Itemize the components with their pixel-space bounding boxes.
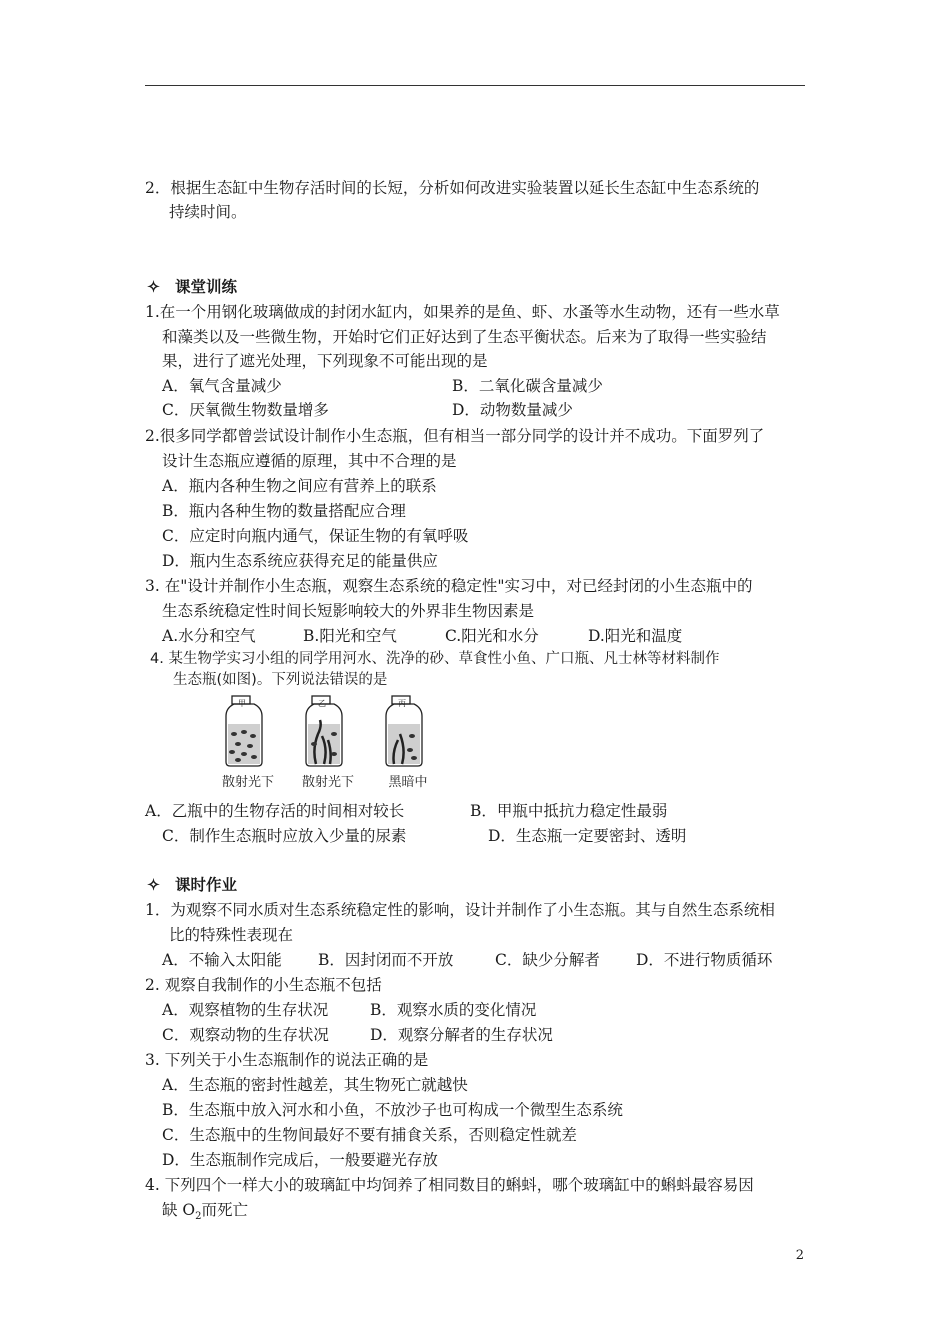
- analysis-q2-line2: 持续时间。: [169, 203, 247, 221]
- homework-q4-line2-post: 而死亡: [201, 1201, 249, 1219]
- training-q1-line1: 1.在一个用钢化玻璃做成的封闭水缸内，如果养的是鱼、虾、水蚤等水生动物，还有一些水草: [145, 303, 780, 321]
- homework-title: 课时作业: [175, 875, 238, 894]
- analysis-q2-line1: 2．根据生态缸中生物存活时间的长短，分析如何改进实验装置以延长生态缸中生态系统的: [145, 179, 760, 197]
- homework-q4-line1: 4. 下列四个一样大小的玻璃缸中均饲养了相同数目的蝌蚪，哪个玻璃缸中的蝌蚪最容易因: [145, 1176, 754, 1194]
- training-q3-option-d: D.阳光和温度: [588, 627, 683, 645]
- jar-yi: [306, 696, 342, 766]
- training-q2-option-d: D．瓶内生态系统应获得充足的能量供应: [162, 552, 438, 570]
- homework-q4-line2-pre: 缺 O: [162, 1201, 196, 1219]
- homework-q3-option-a: A．生态瓶的密封性越差，其生物死亡就越快: [162, 1076, 468, 1094]
- homework-q1-option-b: B．因封闭而不开放: [318, 951, 454, 969]
- jar-jia: [226, 696, 262, 766]
- caption-jia: 散射光下: [221, 775, 275, 790]
- homework-q2-option-c: C．观察动物的生存状况: [162, 1026, 329, 1044]
- training-q1-line2: 和藻类以及一些微生物，开始时它们正好达到了生态平衡状态。后来为了取得一些实验结: [162, 328, 767, 346]
- homework-q3-line1: 3. 下列关于小生态瓶制作的说法正确的是: [145, 1051, 429, 1069]
- training-q3-option-c: C.阳光和水分: [445, 627, 539, 645]
- training-q4-option-c: C．制作生态瓶时应放入少量的尿素: [162, 827, 407, 845]
- page-number: 2: [795, 1248, 804, 1263]
- training-q4-line1: 4. 某生物学实习小组的同学用河水、洗净的砂、草食性小鱼、广口瓶、凡士林等材料制作: [150, 651, 720, 667]
- training-q1-option-c: C．厌氧微生物数量增多: [162, 401, 329, 419]
- training-q3-line1: 3. 在"设计并制作小生态瓶，观察生态系统的稳定性"实习中，对已经封闭的小生态瓶中的: [145, 577, 753, 595]
- training-q3-line2: 生态系统稳定性时间长短影响较大的外界非生物因素是: [162, 602, 535, 620]
- training-q1-option-b: B．二氧化碳含量减少: [452, 377, 603, 395]
- homework-q1-option-a: A．不输入太阳能: [162, 951, 282, 969]
- training-q2-line1: 2.很多同学都曾尝试设计制作小生态瓶，但有相当一部分同学的设计并不成功。下面罗列了: [145, 427, 765, 445]
- training-q4-line2: 生态瓶(如图)。下列说法错误的是: [173, 672, 388, 688]
- training-q1-line3: 果，进行了遮光处理，下列现象不可能出现的是: [162, 352, 488, 370]
- homework-heading: [147, 875, 237, 895]
- jars-figure: [220, 694, 460, 794]
- training-q4-option-b: B．甲瓶中抵抗力稳定性最弱: [470, 802, 668, 820]
- homework-q2-option-b: B．观察水质的变化情况: [370, 1001, 537, 1019]
- homework-q2-option-a: A．观察植物的生存状况: [162, 1001, 329, 1019]
- o2-subscript: 2: [195, 1211, 202, 1223]
- homework-q2-option-d: D．观察分解者的生存状况: [370, 1026, 553, 1044]
- homework-q1-line2: 比的特殊性表现在: [169, 926, 294, 944]
- training-q2-line2: 设计生态瓶应遵循的原理，其中不合理的是: [162, 452, 457, 470]
- training-title: 课堂训练: [175, 277, 238, 296]
- training-q2-option-b: B．瓶内各种生物的数量搭配应合理: [162, 502, 406, 520]
- training-q2-option-a: A．瓶内各种生物之间应有营养上的联系: [162, 477, 437, 495]
- training-q3-option-b: B.阳光和空气: [303, 627, 397, 645]
- diamond-icon: ✧: [147, 875, 160, 894]
- jar-label-bing: 丙: [398, 699, 406, 708]
- training-q1-option-a: A．氧气含量减少: [162, 377, 282, 395]
- training-q2-option-c: C．应定时向瓶内通气，保证生物的有氧呼吸: [162, 527, 469, 545]
- homework-q3-option-c: C．生态瓶中的生物间最好不要有捕食关系，否则稳定性就差: [162, 1126, 577, 1144]
- training-q4-option-d: D．生态瓶一定要密封、透明: [488, 827, 687, 845]
- diamond-icon: ✧: [147, 277, 160, 296]
- training-q4-option-a: A．乙瓶中的生物存活的时间相对较长: [145, 802, 405, 820]
- training-heading: [147, 277, 237, 297]
- jar-label-yi: 乙: [318, 699, 326, 708]
- homework-q4-line2: [162, 1200, 248, 1227]
- homework-q1-line1: 1．为观察不同水质对生态系统稳定性的影响，设计并制作了小生态瓶。其与自然生态系统相: [145, 901, 775, 919]
- homework-q3-option-d: D．生态瓶制作完成后，一般要避光存放: [162, 1151, 438, 1169]
- homework-q3-option-b: B．生态瓶中放入河水和小鱼，不放沙子也可构成一个微型生态系统: [162, 1101, 623, 1119]
- jar-label-jia: 甲: [238, 699, 246, 708]
- training-q3-option-a: A.水分和空气: [162, 627, 256, 645]
- caption-yi: 散射光下: [301, 775, 355, 790]
- header-rule: [145, 85, 805, 86]
- homework-q1-option-d: D．不进行物质循环: [636, 951, 773, 969]
- jar-bing: [386, 696, 422, 766]
- training-q1-option-d: D．动物数量减少: [452, 401, 573, 419]
- homework-q2-line1: 2. 观察自我制作的小生态瓶不包括: [145, 976, 382, 994]
- caption-bing: 黑暗中: [388, 775, 428, 790]
- homework-q1-option-c: C．缺少分解者: [495, 951, 600, 969]
